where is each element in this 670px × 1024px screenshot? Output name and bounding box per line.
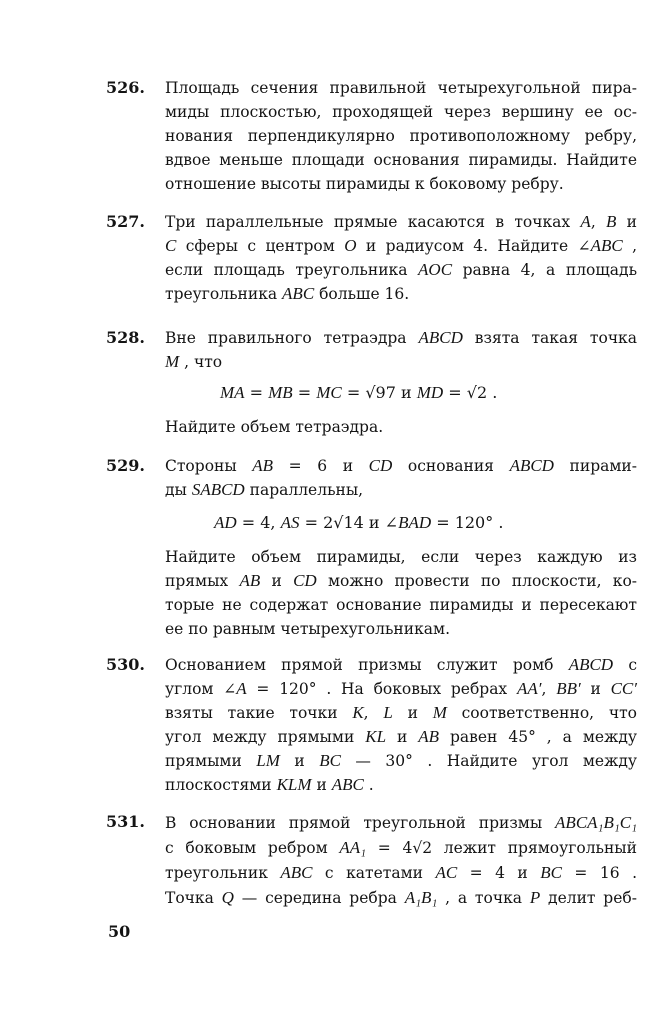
text-line: Точка Q — середина ребра A₁B₁ , а точка P делит реб- — [165, 888, 637, 907]
math-symbol: M — [165, 352, 180, 371]
math-symbol: AS — [280, 513, 300, 532]
text-line: Основанием прямой призмы служит ромб ABCD с — [165, 655, 638, 674]
text-line: В основании прямой треугольной призмы ABCA₁B₁C₁ — [165, 813, 637, 832]
problem-text — [165, 326, 637, 374]
math-symbol: L — [383, 703, 393, 722]
math-symbol: BC — [540, 863, 562, 882]
math-symbol: P — [529, 888, 541, 907]
text-line: вдвое меньше площади основания пирамиды. Найдите — [165, 151, 637, 169]
math-symbol: LM — [256, 751, 280, 770]
math-symbol: BB′ — [556, 679, 581, 698]
problem-number: 531. — [106, 812, 145, 831]
math-symbol: ABCA₁B₁C₁ — [555, 813, 637, 832]
problem-text — [165, 76, 637, 196]
text-line: нования перпендикулярно противоположному ребру, — [165, 127, 637, 145]
math-symbol: Q — [221, 888, 234, 907]
math-symbol: CC′ — [610, 679, 637, 698]
math-symbol: A — [580, 212, 591, 231]
text-line: если площадь треугольника AOC равна 4, а площадь — [165, 260, 638, 279]
text-line: отношение высоты пирамиды к боковому ребру. — [165, 175, 564, 193]
problem-text — [165, 653, 637, 797]
math-symbol: CD — [368, 456, 393, 475]
math-symbol: BC — [319, 751, 341, 770]
math-symbol: M — [432, 703, 447, 722]
problem-text — [165, 810, 637, 910]
math-symbol: BAD — [398, 513, 432, 532]
math-symbol: AOC — [418, 260, 453, 279]
problem-number: 527. — [106, 212, 145, 231]
math-symbol: ABC — [280, 863, 313, 882]
text-line: треугольник ABC с катетами AC = 4 и BC = 16 . — [165, 863, 638, 882]
math-symbol: A — [236, 679, 247, 698]
problem-number: 529. — [106, 456, 145, 475]
math-symbol: SABCD — [191, 480, 245, 499]
text-line: треугольника ABC больше 16. — [165, 284, 410, 303]
math-symbol: KL — [365, 727, 387, 746]
problem-text — [165, 454, 637, 502]
problem-text — [165, 415, 637, 439]
math-symbol: ABCD — [418, 328, 463, 347]
formula: MA = MB = MC = √97 и MD = √2 . — [220, 383, 498, 402]
text-line: Найдите объем пирамиды, если через каждую из — [165, 548, 637, 566]
math-symbol: B — [606, 212, 617, 231]
math-symbol: MB — [268, 383, 293, 402]
text-line: торые не содержат основание пирамиды и пересекают — [165, 596, 637, 614]
math-symbol: ABCD — [568, 655, 614, 674]
math-symbol: KLM — [276, 775, 312, 794]
text-line: углом ∠A = 120° . На боковых ребрах AA′, BB′ и CC′ — [165, 679, 637, 698]
math-symbol: MD — [416, 383, 444, 402]
page-number: 50 — [108, 922, 131, 941]
math-symbol: AA₁ — [339, 838, 367, 857]
math-symbol: AB — [239, 571, 261, 590]
text-line: с боковым ребром AA₁ = 4√2 лежит прямоугольный — [165, 838, 637, 857]
math-symbol: ABC — [590, 236, 623, 255]
math-symbol: ABC — [331, 775, 364, 794]
problem-number: 526. — [106, 78, 145, 97]
text-line: плоскостями KLM и ABC . — [165, 775, 374, 794]
math-symbol: MC — [316, 383, 342, 402]
math-symbol: AB — [252, 456, 274, 475]
text-line: Три параллельные прямые касаются в точках A, B и — [165, 212, 637, 231]
math-symbol: AC — [435, 863, 458, 882]
text-line: M , что — [165, 352, 223, 371]
text-line: Стороны AB = 6 и CD основания ABCD пирами- — [165, 456, 637, 475]
text-line: Найдите объем тетраэдра. — [165, 418, 384, 436]
math-symbol: AB — [418, 727, 440, 746]
math-symbol: ABC — [282, 284, 315, 303]
text-line: угол между прямыми KL и AB равен 45° , а между — [165, 727, 637, 746]
problem-text — [165, 545, 637, 641]
math-symbol: ABCD — [509, 456, 554, 475]
math-symbol: MA — [220, 383, 245, 402]
text-line: взяты такие точки K, L и M соответственно, что — [165, 703, 637, 722]
math-symbol: K — [352, 703, 364, 722]
formula: AD = 4, AS = 2√14 и ∠BAD = 120° . — [214, 513, 504, 532]
text-line: ее по равным четырехугольникам. — [165, 620, 451, 638]
problem-text — [165, 210, 637, 306]
math-symbol: AA′ — [516, 679, 542, 698]
math-symbol: C — [165, 236, 177, 255]
math-symbol: A₁B₁ — [404, 888, 438, 907]
text-line: Площадь сечения правильной четырехугольной пира- — [165, 79, 637, 97]
problem-number: 530. — [106, 655, 145, 674]
text-line: прямыми LM и BC — 30° . Найдите угол между — [165, 751, 637, 770]
math-symbol: AD — [214, 513, 237, 532]
text-line: миды плоскостью, проходящей через вершину ее ос- — [165, 103, 637, 121]
text-line: C сферы с центром O и радиусом 4. Найдите ∠ABC , — [165, 236, 637, 255]
problem-number: 528. — [106, 328, 145, 347]
text-line: Вне правильного тетраэдра ABCD взята такая точка — [165, 328, 637, 347]
text-line: прямых AB и CD можно провести по плоскости, ко- — [165, 571, 638, 590]
math-symbol: CD — [293, 571, 317, 590]
math-symbol: O — [344, 236, 357, 255]
text-line: ды SABCD параллельны, — [165, 480, 364, 499]
